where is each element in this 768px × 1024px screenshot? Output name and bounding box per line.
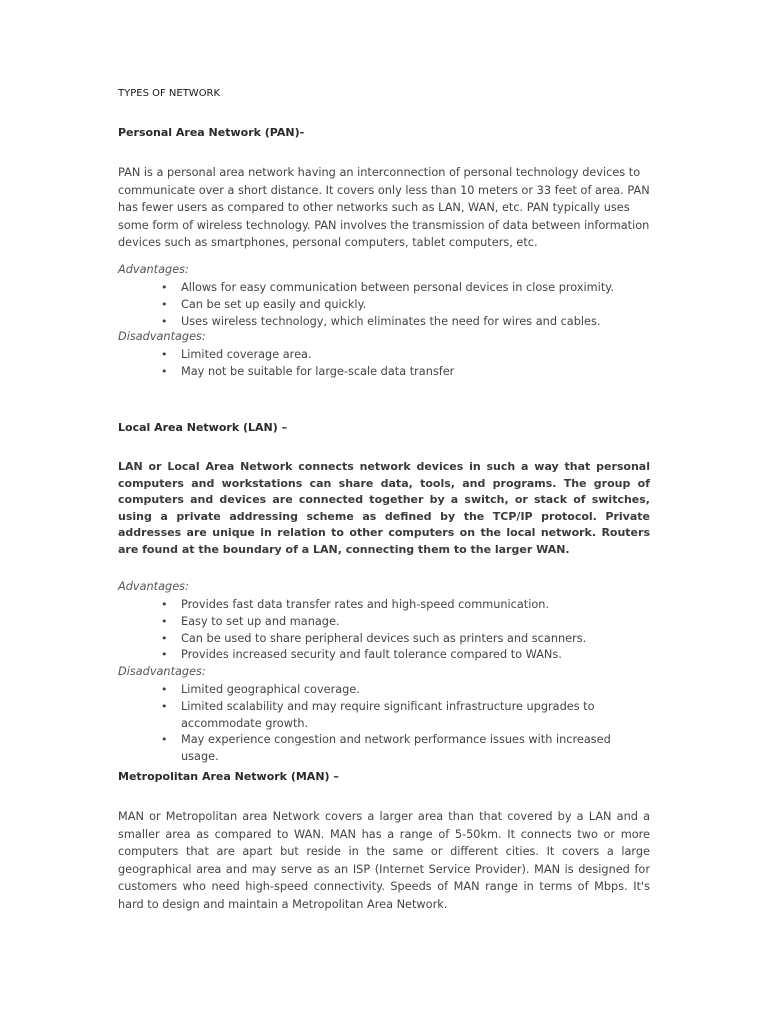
- list-item: • Can be used to share peripheral devices such as printers and scanners.: [118, 631, 650, 648]
- pan-advantages-label: Advantages:: [118, 263, 189, 276]
- bullet: •: [161, 297, 168, 311]
- list-item: • Limited coverage area.: [118, 347, 650, 364]
- pan-disadvantages-list: [118, 347, 650, 381]
- lan-description: LAN or Local Area Network connects network devices in such a way that personal computers and workstations can share data, tools, and programs. The group of computers and devices are connected together by a switch, or stack of switches, using a private addressing scheme as defined by the TCP/IP protocol. Private addresses are unique in relation to other computers on the local network. Routers are found at the boundary of a LAN, connecting them to the larger WAN.: [118, 460, 650, 556]
- list-item: • May not be suitable for large-scale data transfer: [118, 364, 650, 381]
- bullet: •: [161, 281, 168, 294]
- list-item: • Provides increased security and fault tolerance compared to WANs.: [118, 647, 650, 664]
- pan-advantages-list: [118, 280, 650, 330]
- lan-disadvantages-label: Disadvantages:: [118, 665, 206, 678]
- list-item: • Easy to set up and manage.: [118, 614, 650, 631]
- list-item: • Provides fast data transfer rates and high-speed communication.: [118, 597, 650, 614]
- pan-heading: Personal Area Network (PAN)-: [118, 126, 305, 139]
- lan-disadvantages-list: [118, 682, 650, 766]
- list-item: • May experience congestion and network performance issues with increased usage.: [161, 733, 611, 764]
- bullet: •: [161, 699, 168, 713]
- bullet: •: [161, 314, 168, 328]
- list-item: • Allows for easy communication between personal devices in close proximity.: [118, 280, 650, 297]
- man-description: MAN or Metropolitan area Network covers a larger area than that covered by a LAN and a smaller area as compared to WAN. MAN has a range of 5-50km. It connects two or more computers that are apart but reside in the same or different cities. It covers a large geographical area and may serve as an ISP (Internet Service Provider). MAN is designed for customers who need high-speed connectivity. Speeds of MAN range in terms of Mbps. It's hard to design and maintain a Metropolitan Area Network.: [118, 810, 650, 911]
- bullet: •: [161, 733, 168, 747]
- pan-description: PAN is a personal area network having an interconnection of personal technology devices to communicate over a short distance. It covers only less than 10 meters or 33 feet of area. PAN has fewer users as compared to other networks such as LAN, WAN, etc. PAN typically uses some form of wireless technology. PAN involves the transmission of data between information devices such as smartphones, personal computers, tablet computers, etc.: [118, 166, 650, 250]
- bullet: •: [161, 348, 168, 361]
- lan-advantages-list: [118, 597, 650, 664]
- list-item: • Uses wireless technology, which eliminates the need for wires and cables.: [118, 314, 650, 331]
- pan-disadvantages-label: Disadvantages:: [118, 330, 206, 343]
- document-title: TYPES OF NETWORK: [118, 88, 221, 99]
- list-item: • Can be set up easily and quickly.: [118, 297, 650, 314]
- list-item: • Limited geographical coverage.: [118, 682, 650, 699]
- bullet: •: [161, 364, 168, 378]
- list-item: • Limited scalability and may require significant infrastructure upgrades to accommodate growth.: [161, 699, 595, 730]
- man-heading: Metropolitan Area Network (MAN) –: [118, 770, 339, 783]
- bullet: •: [161, 683, 168, 696]
- bullet: •: [161, 648, 168, 662]
- lan-heading: Local Area Network (LAN) –: [118, 421, 288, 434]
- lan-advantages-label: Advantages:: [118, 580, 189, 593]
- bullet: •: [161, 614, 168, 628]
- bullet: •: [161, 631, 168, 645]
- bullet: •: [161, 598, 168, 611]
